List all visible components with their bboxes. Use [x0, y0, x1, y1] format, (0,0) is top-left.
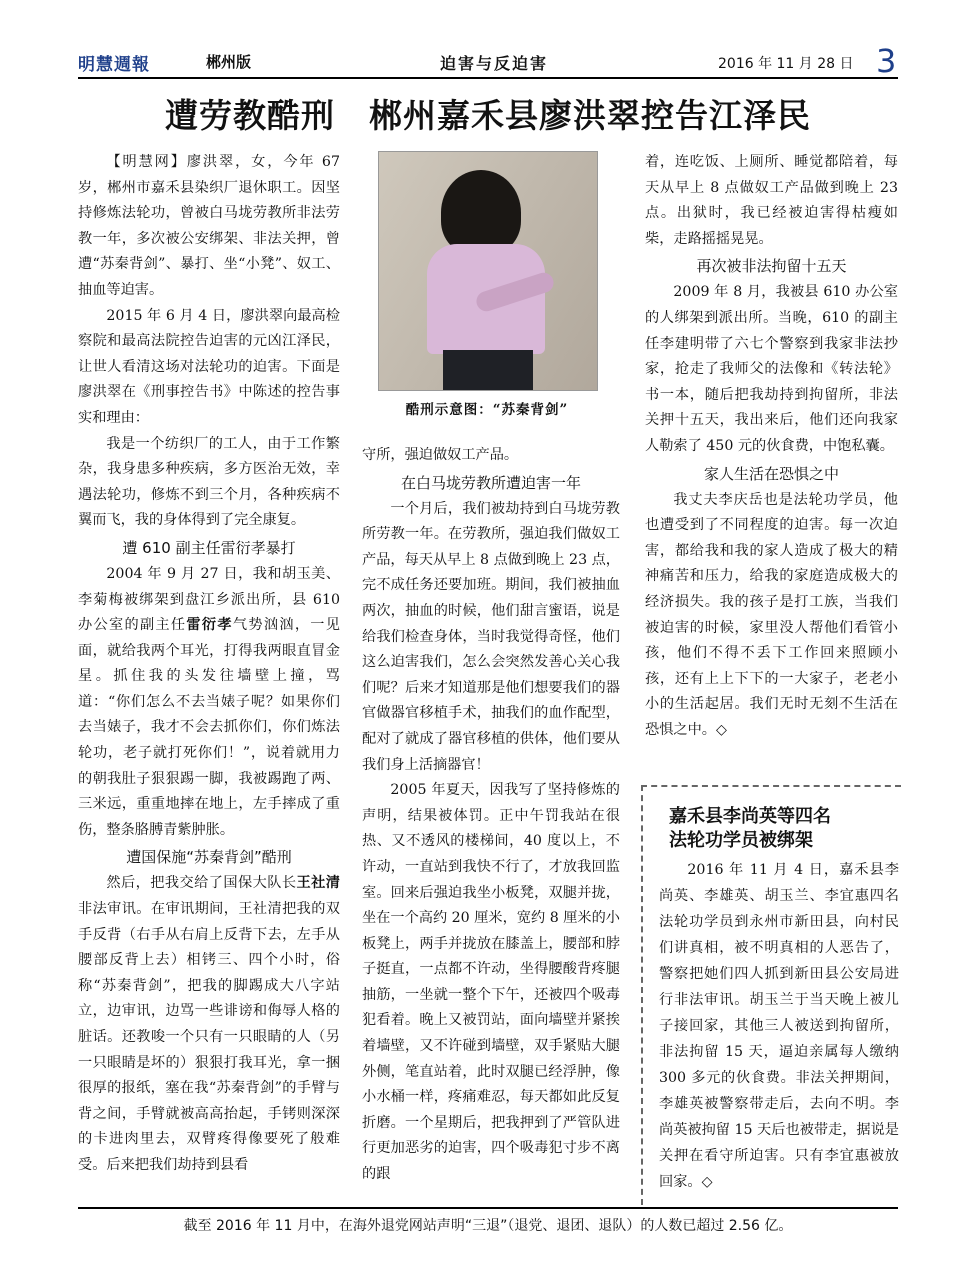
subheading: 在白马垅劳教所遭迫害一年	[400, 473, 581, 492]
footer-notice: 截至 2016 年 11 月中，在海外退党网站声明“三退”（退党、退团、退队）的人数已超过 2.56 亿。	[183, 1218, 793, 1234]
paragraph: 我是一个纺织厂的工人，由于工作繁杂，我身患多种疾病，多方医治无效，幸遇法轮功，修炼不到三个月，各种疾病不翼而飞，我的身体得到了完全康复。	[78, 435, 340, 529]
section-title: 迫害与反迫害	[440, 54, 549, 73]
figure-legs	[443, 350, 533, 390]
paragraph: 一个月后，我们被劫持到白马垅劳教所劳教一年。在劳教所，强迫我们做奴工产品，每天从早上 8 点做到晚上 23 点，完不成任务还要加班。期间，我们被抽血两次，抽血的时候，他们甜言蜜语，说是给我们检查身体，当时我觉得奇怪，他们这么迫害我们，怎么会突然发善心关心我们呢？后来才知道那是他们想要我们的器官做器官移植手术，抽我们的血作配型，配对了就成了器官移植的供体，他们要从我们身上活摘器官！	[362, 500, 620, 773]
footer-rule	[78, 1207, 898, 1209]
sidebar-news-box	[641, 785, 901, 1205]
article-column-3	[645, 150, 898, 743]
subheading: 遭国保施“苏秦背剑”酷刑	[126, 848, 292, 867]
subheading: 家人生活在恐惧之中	[703, 464, 839, 483]
text-run: 然后，把我交给了国保大队长	[106, 875, 297, 892]
issue-date: 2016 年 11 月 28 日	[718, 56, 854, 72]
paragraph: 【明慧网】廖洪翠，女，今年 67 岁，郴州市嘉禾县染织厂退休职工。因坚持修炼法轮功，曾被白马垅劳教所非法劳教一年，多次被公安绑架、非法关押，曾遭“苏秦背剑”、暴打、坐“小凳”、奴工、抽血等迫害。	[78, 154, 340, 298]
paragraph: 2009 年 8 月，我被县 610 办公室的人绑架到派出所。当晚，610 的副主任李建明带了六七个警察到我家非法抄家，抢走了我师父的法像和《转法轮》书一本，随后把我劫持到拘留所，非法关押十五天，我出来后，他们还向我家人勒索了 450 元的伙食费，中饱私囊。	[645, 284, 898, 454]
paragraph: 我丈夫李庆岳也是法轮功学员，他也遭受到了不同程度的迫害。每一次迫害，都给我和我的家人造成了极大的精神痛苦和压力，给我的家庭造成极大的经济损失。我的孩子是打工族，当我们被迫害的时候，家里没人帮他们看管小孩，他们不得不丢下工作回来照顾小孩，还有上上下下的一大家子，老老小小的生活起居。我们无时无刻不生活在恐惧之中。◇	[645, 491, 898, 738]
paragraph: 守所，强迫做奴工产品。	[362, 447, 519, 463]
paper-name: 明慧週報	[78, 55, 150, 75]
subheading: 再次被非法拘留十五天	[696, 257, 847, 276]
paragraph: 2016 年 11 月 4 日，嘉禾县李尚英、李雄英、胡玉兰、李宜惠四名法轮功学员到永州市新田县，向村民们讲真相，被不明真相的人恶告了，警察把她们四人抓到新田县公安局进行非法审讯。胡玉兰于当天晚上被儿子接回家，其他三人被送到拘留所，非法拘留 15 天，逼迫亲属每人缴纳 300 多元的伙食费。非法关押期间，李雄英被警察带走后，去向不明。李尚英被拘留 15 天后也被带走，据说是关押在看守所迫害。只有李宜惠被放回家。◇	[659, 862, 899, 1190]
torture-illustration-photo	[378, 151, 598, 391]
page-header	[78, 42, 898, 80]
article-title: 遭劳教酷刑 郴州嘉禾县廖洪翠控告江泽民	[165, 96, 811, 135]
paragraph: 2015 年 6 月 4 日，廖洪翠向最高检察院和最高法院控告迫害的元凶江泽民，让世人看清这场对法轮功的迫害。下面是廖洪翠在《刑事控告书》中陈述的控告事实和理由：	[78, 307, 340, 426]
sidebar-title-line: 嘉禾县李尚英等四名	[669, 806, 831, 827]
article-column-2	[362, 443, 620, 1188]
photo-caption: 酷刑示意图：“苏秦背剑”	[405, 402, 569, 418]
subheading: 遭 610 副主任雷衍孝暴打	[122, 538, 296, 557]
perpetrator-name: 雷衍孝	[186, 617, 233, 634]
header-rule	[78, 77, 898, 79]
text-run: 2004 年 9 月 27 日，我和胡玉美、李菊梅被绑架到盘江乡派出所，县 610 办公室的副主任	[78, 565, 340, 634]
paragraph	[78, 871, 340, 1178]
page-number: 3	[876, 42, 897, 80]
paragraph	[78, 562, 340, 844]
sidebar-title-line: 法轮功学员被绑架	[669, 830, 813, 851]
text-run: 非法审讯。在审讯期间，王社清把我的双手反背（右手从右肩上反背下去，左手从腰部反背上去）相铐三、四个小时，俗称“苏秦背剑”，把我的脚踢成大八字站立，边审讯，边骂一些诽谤和侮辱人格的脏话。还教唆一个只有一只眼睛的人（另一只眼睛是坏的）狠狠打我耳光，拿一捆很厚的报纸，塞在我“苏秦背剑”的手臂与背之间，手臂就被高高抬起，手铐则深深的卡进肉里去，双臂疼得像要死了般难受。后来把我们劫持到县看	[78, 901, 340, 1173]
paragraph: 2005 年夏天，因我写了坚持修炼的声明，结果被体罚。正中午罚我站在很热、又不透风的楼梯间，40 度以上，不许动，一直站到我快不行了，才放我回监室。回来后强迫我坐小板凳，双腿并拢，坐在一个高约 20 厘米，宽约 8 厘米的小板凳上，两手并拢放在膝盖上，腰部和脖子挺直，一点都不许动，坐得腰酸背疼腿抽筋，一坐就一整个下午，还被四个吸毒犯看着。晚上又被罚站，面向墙壁并紧挨着墙壁，又不许碰到墙壁，双手紧贴大腿外侧，笔直站着，此时双腿已经浮肿，像小水桶一样，疼痛难忍，每天都如此反复折磨。一个星期后，把我押到了严管队进行更加恶劣的迫害，四个吸毒犯寸步不离的跟	[362, 782, 620, 1183]
edition-label: 郴州版	[206, 53, 252, 71]
text-run: 气势汹汹，一见面，就给我两个耳光，打得我两眼直冒金星。抓住我的头发往墙壁上撞，骂道：“你们怎么不去当婊子呢？如果你们去当婊子，我才不会去抓你们，你们炼法轮功，老子就打死你们！”，说着就用力的朝我肚子狠狠踢一脚，我被踢跑了两、三米远，重重地摔在地上，左手摔成了重伤，整条胳膊青紫肿胀。	[78, 617, 340, 838]
paragraph: 着，连吃饭、上厕所、睡觉都陪着，每天从早上 8 点做奴工产品做到晚上 23 点。出狱时，我已经被迫害得枯瘦如柴，走路摇摇晃晃。	[645, 154, 898, 247]
figure-head	[441, 170, 521, 255]
sidebar-title	[669, 805, 831, 853]
article-column-1	[78, 150, 340, 1179]
perpetrator-name: 王社清	[296, 875, 340, 892]
sidebar-text	[659, 857, 899, 1195]
